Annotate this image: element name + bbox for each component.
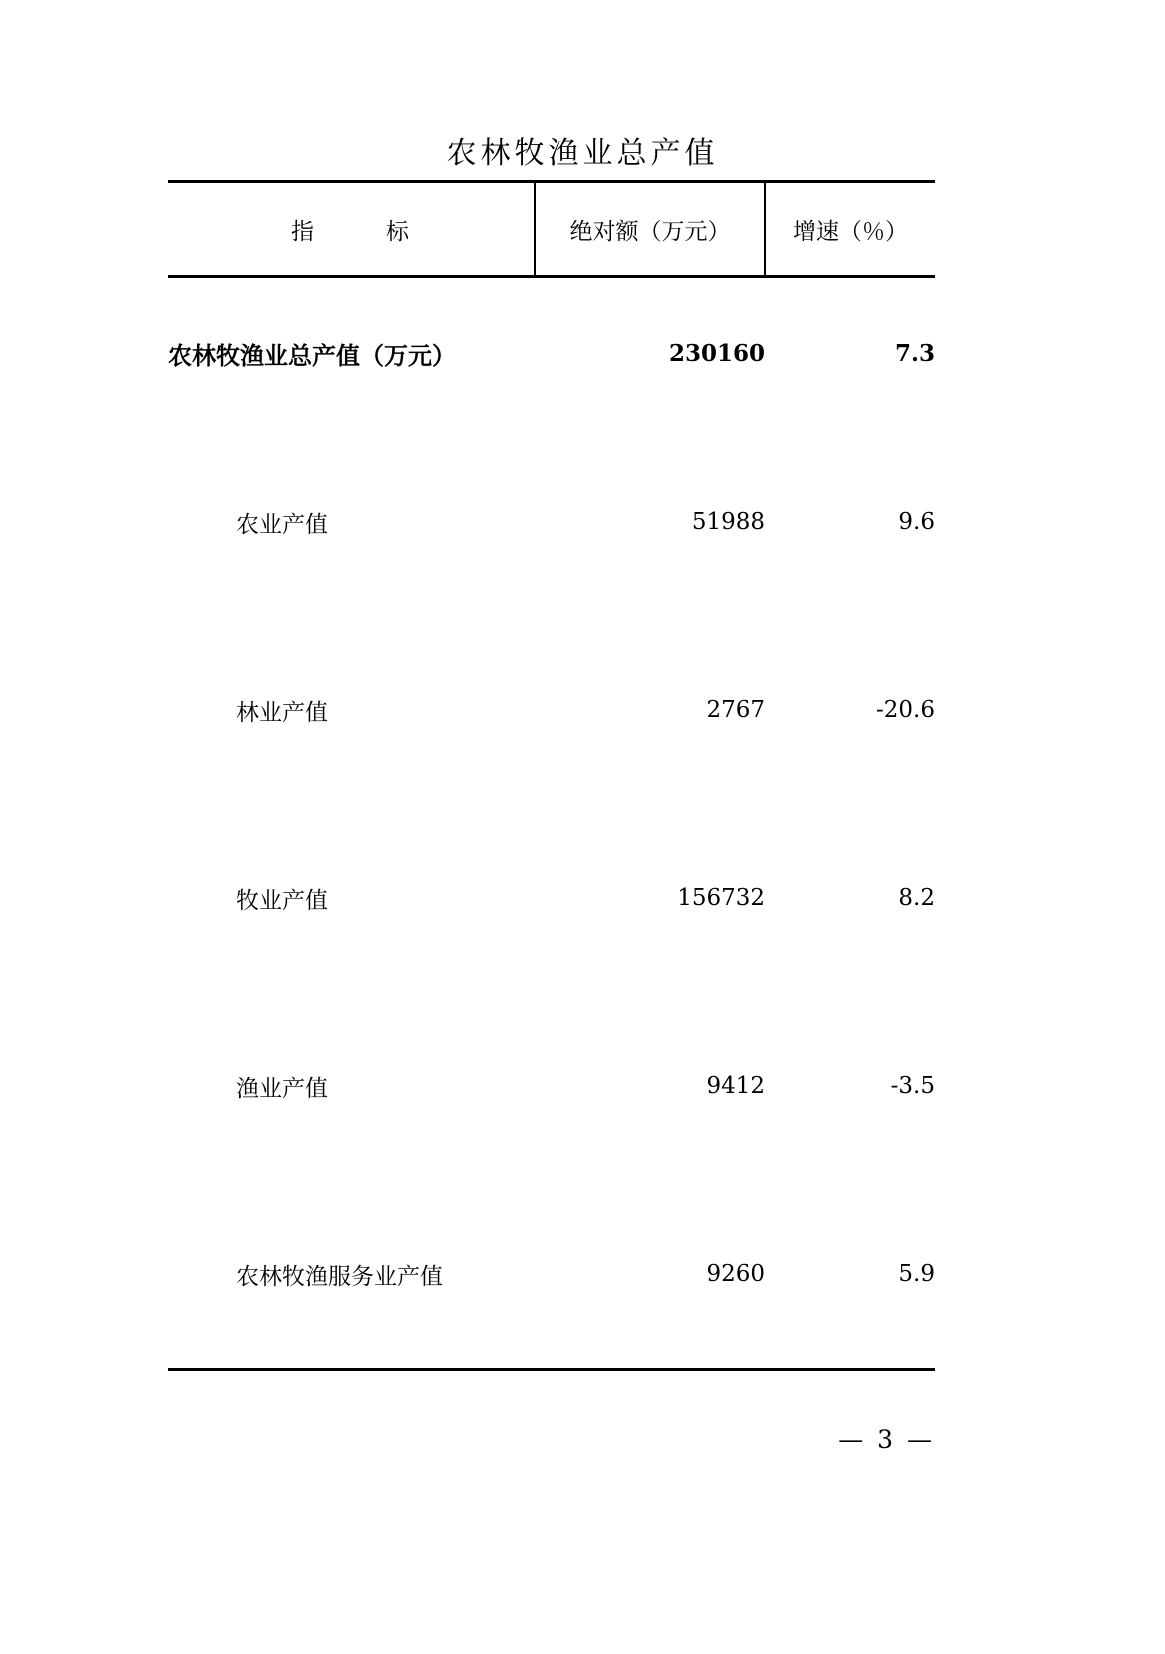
page-number: — 3 —: [838, 1425, 935, 1454]
statistics-table: [168, 180, 935, 1371]
row-label-forestry: 林业产值: [236, 699, 328, 726]
row-value-forestry: 2767: [706, 697, 765, 723]
row-label-total-output: 农林牧渔业总产值（万元）: [168, 340, 456, 370]
row-value-fishery: 9412: [706, 1073, 765, 1099]
table-header-row: [168, 182, 935, 277]
row-value-services: 9260: [535, 1180, 765, 1370]
row-label-services: 农林牧渔服务业产值: [168, 1180, 535, 1370]
table-row: [168, 804, 935, 992]
row-rate-forestry: -20.6: [876, 697, 935, 723]
table-header: [168, 182, 935, 277]
row-label-fishery: 渔业产值: [236, 1075, 328, 1102]
page-title: 农林牧渔业总产值: [446, 136, 719, 171]
row-rate-farming: 9.6: [898, 509, 935, 535]
column-header-growth-rate: 增速（％）: [765, 182, 935, 277]
row-rate-fishery: -3.5: [890, 1073, 935, 1099]
column-header-indicator: [168, 182, 535, 277]
column-header-indicator-part2: 标: [386, 218, 411, 245]
table-row: [168, 992, 935, 1180]
table-row: [168, 616, 935, 804]
table-row: [168, 428, 935, 616]
row-rate-total-output: 7.3: [894, 339, 935, 367]
table-body: [168, 277, 935, 1370]
row-label-farming: 农业产值: [236, 511, 328, 538]
row-value-animal-husbandry: 156732: [677, 885, 765, 911]
row-value-farming: 51988: [691, 509, 765, 535]
row-value-total-output: 230160: [668, 339, 765, 367]
table-row: [168, 1180, 935, 1370]
column-header-indicator-part1: 指: [291, 218, 316, 245]
column-header-absolute-value: 绝对额（万元）: [535, 182, 765, 277]
row-label-animal-husbandry: 牧业产值: [236, 887, 328, 914]
row-rate-animal-husbandry: 8.2: [898, 885, 935, 911]
table-row: [168, 277, 935, 429]
row-rate-services: 5.9: [765, 1180, 935, 1370]
